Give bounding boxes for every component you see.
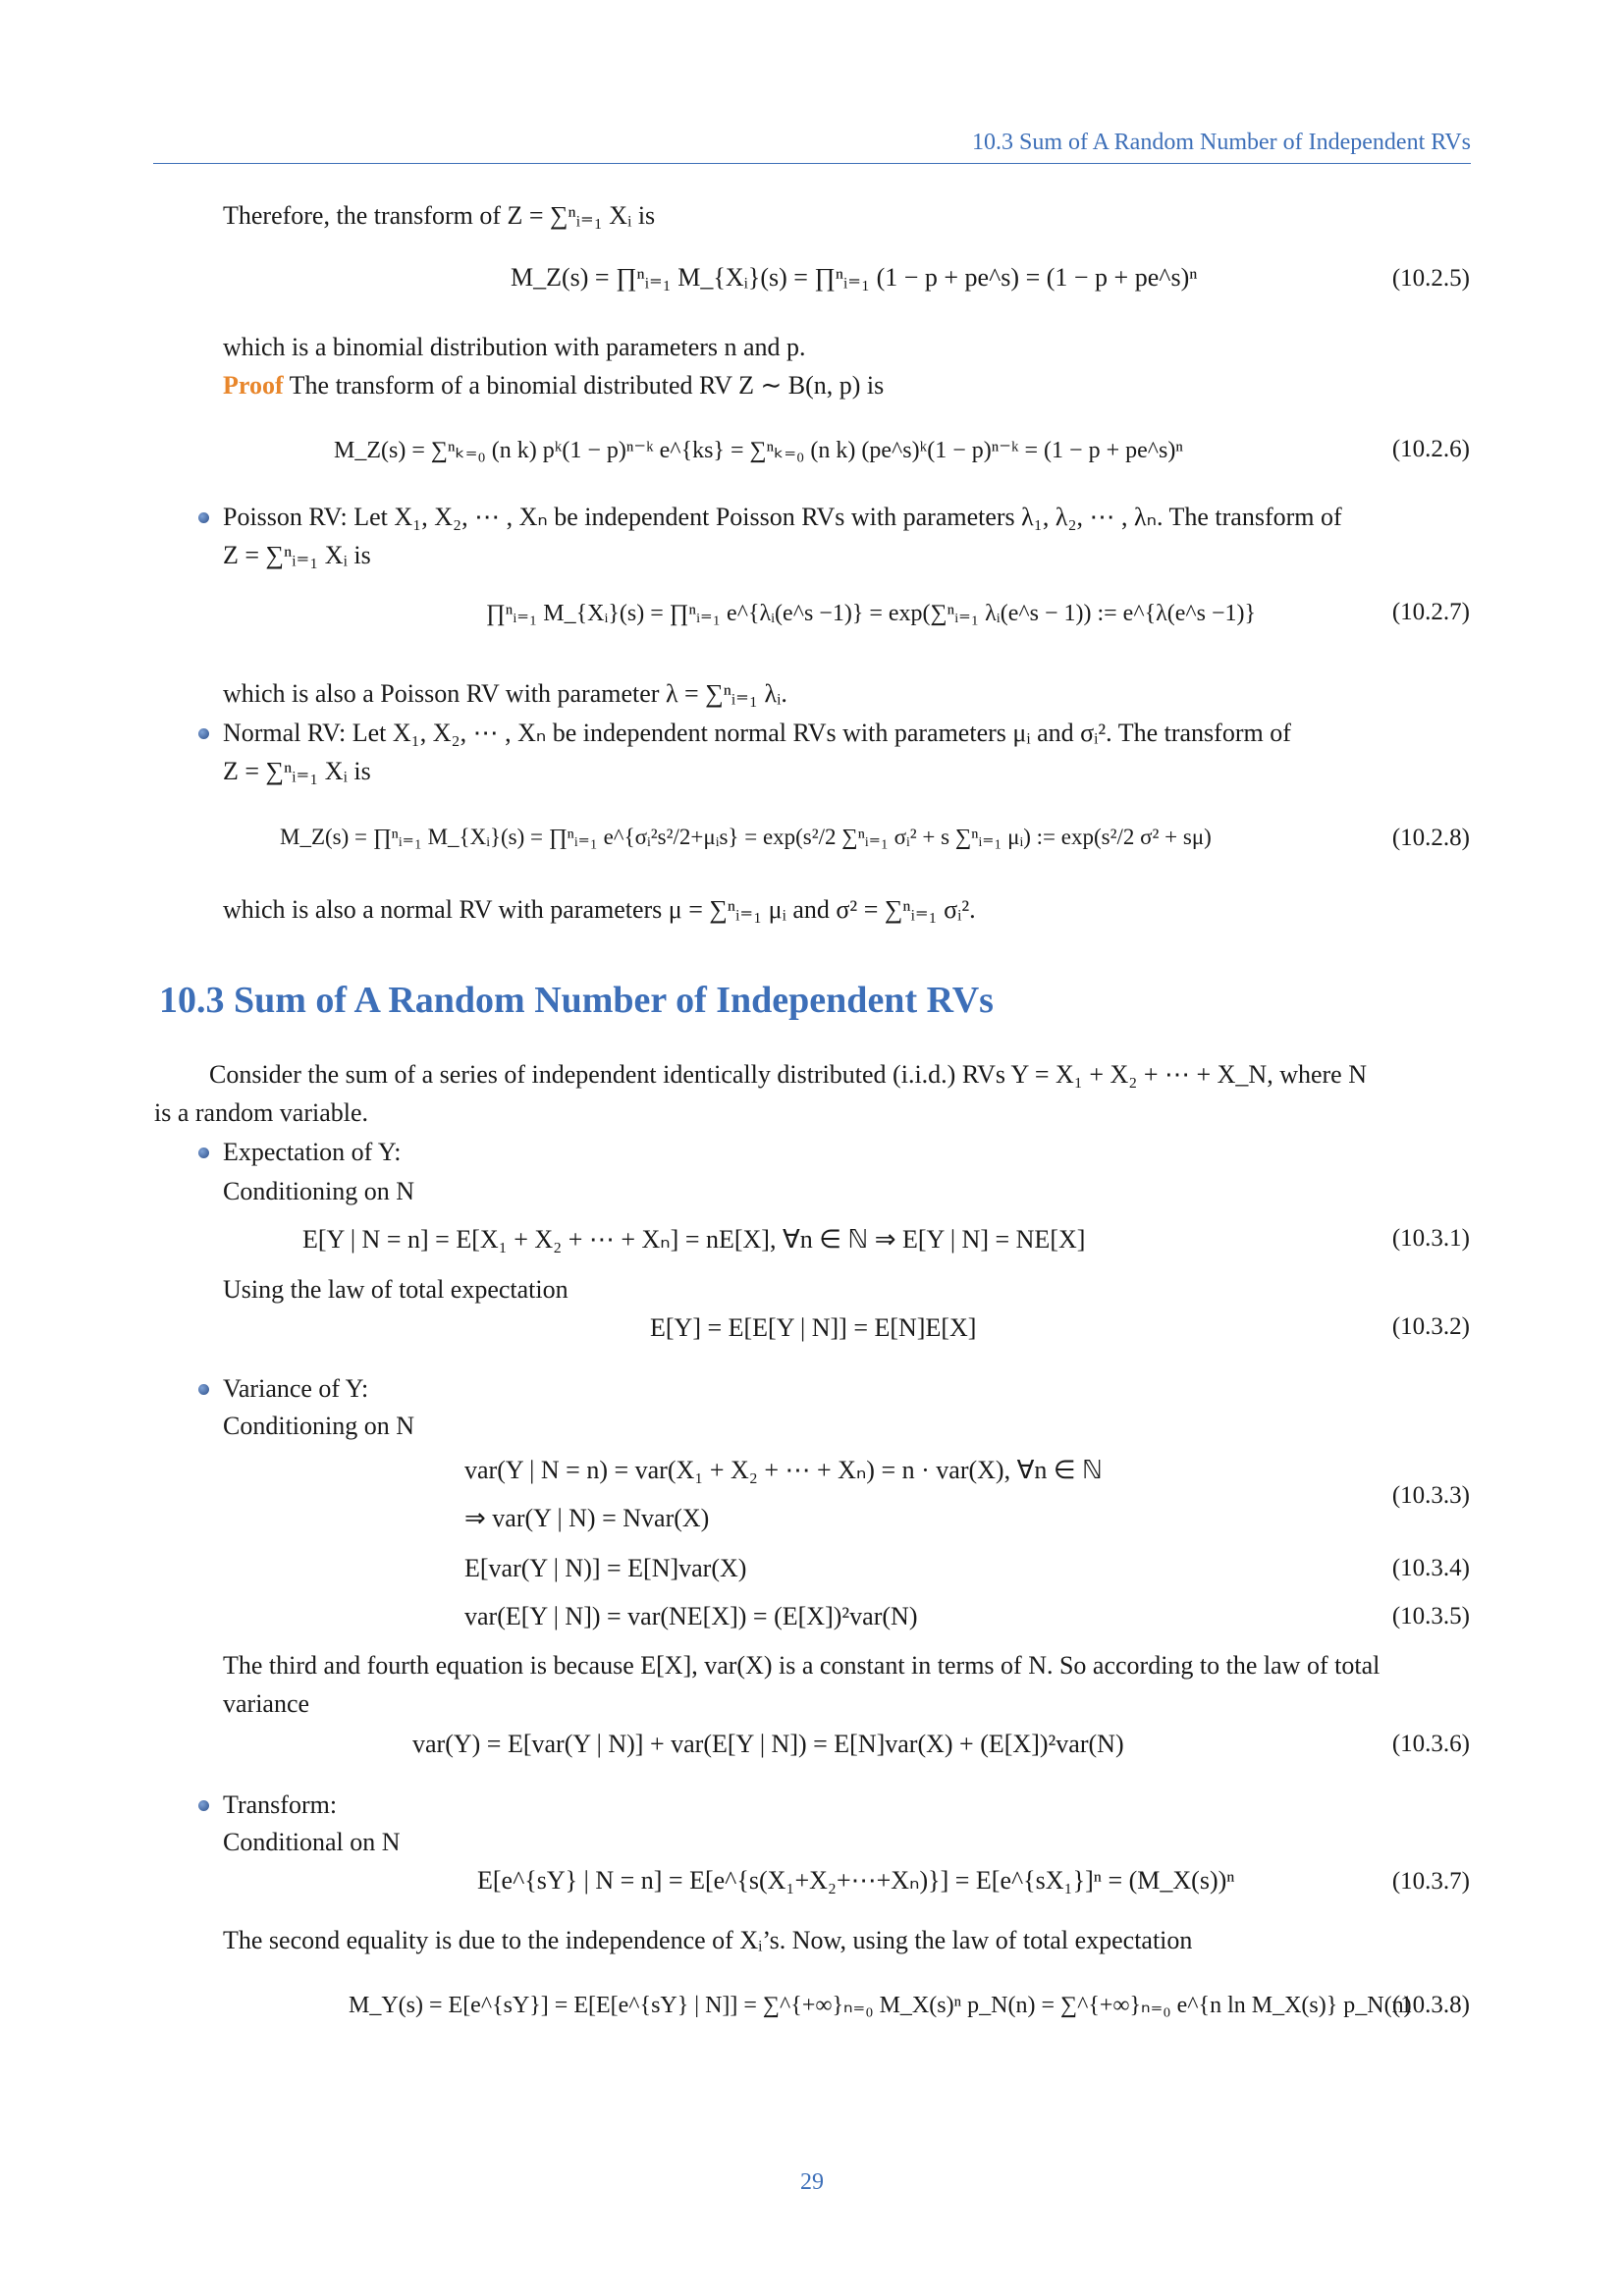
proof-line <box>223 369 884 402</box>
poisson-conclusion: which is also a Poisson RV with parameter λ = ∑ⁿᵢ₌₁ λᵢ. <box>223 679 787 708</box>
page-number: 29 <box>800 2169 824 2195</box>
equation-10-3-6: var(Y) = E[var(Y | N)] + var(E[Y | N]) = E[N]var(X) + (E[X])²var(N) <box>412 1730 1124 1758</box>
equation-number: (10.2.7) <box>1391 599 1470 625</box>
equation-10-3-4: E[var(Y | N)] = E[N]var(X) <box>464 1554 747 1582</box>
total-variance-paragraph-cont: variance <box>223 1689 310 1718</box>
poisson-z-sum: Z = ∑ⁿᵢ₌₁ Xᵢ is <box>223 541 371 569</box>
paragraph-transform-z: Therefore, the transform of Z = ∑ⁿᵢ₌₁ Xᵢ is <box>223 201 656 230</box>
equation-10-3-5: var(E[Y | N]) = var(NE[X]) = (E[X])²var(N) <box>464 1602 918 1630</box>
equation-number: (10.2.8) <box>1391 825 1470 851</box>
bullet-icon <box>198 728 209 739</box>
bullet-icon <box>198 1148 209 1158</box>
section-intro: Consider the sum of a series of independent identically distributed (i.i.d.) RVs Y = X₁ + X₂ + ⋯ + X_N, where N <box>209 1060 1368 1089</box>
equation-number: (10.3.1) <box>1391 1225 1470 1252</box>
running-header: 10.3 Sum of A Random Number of Independent RVs <box>971 130 1471 155</box>
equation-10-3-3-line2: ⇒ var(Y | N) = Nvar(X) <box>464 1504 710 1532</box>
section-title: 10.3 Sum of A Random Number of Independent RVs <box>159 980 994 1021</box>
transform-heading: Transform: <box>223 1790 338 1819</box>
header-rule <box>153 163 1471 164</box>
variance-heading: Variance of Y: <box>223 1374 369 1403</box>
equation-10-2-8: M_Z(s) = ∏ⁿᵢ₌₁ M_{Xᵢ}(s) = ∏ⁿᵢ₌₁ e^{σᵢ²s²/2+μᵢs} = exp(s²/2 ∑ⁿᵢ₌₁ σᵢ² + s ∑ⁿᵢ₌₁ μᵢ) := exp(s²/2 σ² + sμ) <box>280 825 1212 849</box>
poisson-paragraph: Poisson RV: Let X₁, X₂, ⋯ , Xₙ be independent Poisson RVs with parameters λ₁, λ₂, ⋯ , λₙ. The transform of <box>223 503 1342 531</box>
equation-number: (10.3.6) <box>1391 1731 1470 1757</box>
conditioning-text: Conditional on N <box>223 1828 401 1856</box>
equation-number: (10.2.5) <box>1391 265 1470 292</box>
equation-10-3-8: M_Y(s) = E[e^{sY}] = E[E[e^{sY} | N]] = ∑^{+∞}ₙ₌₀ M_X(s)ⁿ p_N(n) = ∑^{+∞}ₙ₌₀ e^{n ln M_X(s)} p_N(n) <box>349 1993 1412 2018</box>
bullet-icon <box>198 512 209 523</box>
section-intro-cont: is a random variable. <box>154 1098 369 1127</box>
equation-10-2-6: M_Z(s) = ∑ⁿₖ₌₀ (n k) pᵏ(1 − p)ⁿ⁻ᵏ e^{ks} = ∑ⁿₖ₌₀ (n k) (pe^s)ᵏ(1 − p)ⁿ⁻ᵏ = (1 − p + pe^s)ⁿ <box>334 438 1183 463</box>
bullet-icon <box>198 1800 209 1811</box>
independence-paragraph: The second equality is due to the independence of Xᵢ’s. Now, using the law of total expectation <box>223 1926 1193 1954</box>
equation-10-3-2: E[Y] = E[E[Y | N]] = E[N]E[X] <box>650 1313 977 1342</box>
equation-10-2-7: ∏ⁿᵢ₌₁ M_{Xᵢ}(s) = ∏ⁿᵢ₌₁ e^{λᵢ(e^s −1)} = exp(∑ⁿᵢ₌₁ λᵢ(e^s − 1)) := e^{λ(e^s −1)} <box>486 601 1257 626</box>
expectation-heading: Expectation of Y: <box>223 1138 402 1166</box>
normal-conclusion: which is also a normal RV with parameters μ = ∑ⁿᵢ₌₁ μᵢ and σ² = ∑ⁿᵢ₌₁ σᵢ². <box>223 895 976 924</box>
equation-number: (10.2.6) <box>1391 436 1470 462</box>
bullet-icon <box>198 1384 209 1395</box>
total-variance-paragraph: The third and fourth equation is because E[X], var(X) is a constant in terms of N. So according to the law of total <box>223 1651 1380 1680</box>
equation-number: (10.3.5) <box>1391 1603 1470 1629</box>
equation-number: (10.3.3) <box>1391 1482 1470 1509</box>
equation-number: (10.3.8) <box>1391 1992 1470 2018</box>
equation-10-3-7: E[e^{sY} | N = n] = E[e^{s(X₁+X₂+⋯+Xₙ)}] = E[e^{sX₁}]ⁿ = (M_X(s))ⁿ <box>477 1866 1235 1895</box>
normal-z-sum: Z = ∑ⁿᵢ₌₁ Xᵢ is <box>223 757 371 785</box>
equation-number: (10.3.4) <box>1391 1555 1470 1581</box>
proof-label: Proof <box>223 371 284 400</box>
equation-10-3-3-line1: var(Y | N = n) = var(X₁ + X₂ + ⋯ + Xₙ) = n · var(X), ∀n ∈ ℕ <box>464 1456 1103 1484</box>
equation-10-3-1: E[Y | N = n] = E[X₁ + X₂ + ⋯ + Xₙ] = nE[X], ∀n ∈ ℕ ⇒ E[Y | N] = NE[X] <box>302 1225 1086 1254</box>
conditioning-text: Conditioning on N <box>223 1412 415 1440</box>
equation-10-2-5: M_Z(s) = ∏ⁿᵢ₌₁ M_{Xᵢ}(s) = ∏ⁿᵢ₌₁ (1 − p + pe^s) = (1 − p + pe^s)ⁿ <box>511 263 1198 292</box>
conditioning-text: Conditioning on N <box>223 1177 415 1205</box>
equation-number: (10.3.7) <box>1391 1868 1470 1895</box>
paragraph-binomial: which is a binomial distribution with parameters n and p. <box>223 333 806 361</box>
equation-number: (10.3.2) <box>1391 1313 1470 1340</box>
normal-paragraph: Normal RV: Let X₁, X₂, ⋯ , Xₙ be independent normal RVs with parameters μᵢ and σᵢ². The transform of <box>223 719 1291 747</box>
proof-text: The transform of a binomial distributed RV Z ∼ B(n, p) is <box>289 371 885 400</box>
total-expectation-text: Using the law of total expectation <box>223 1275 568 1304</box>
